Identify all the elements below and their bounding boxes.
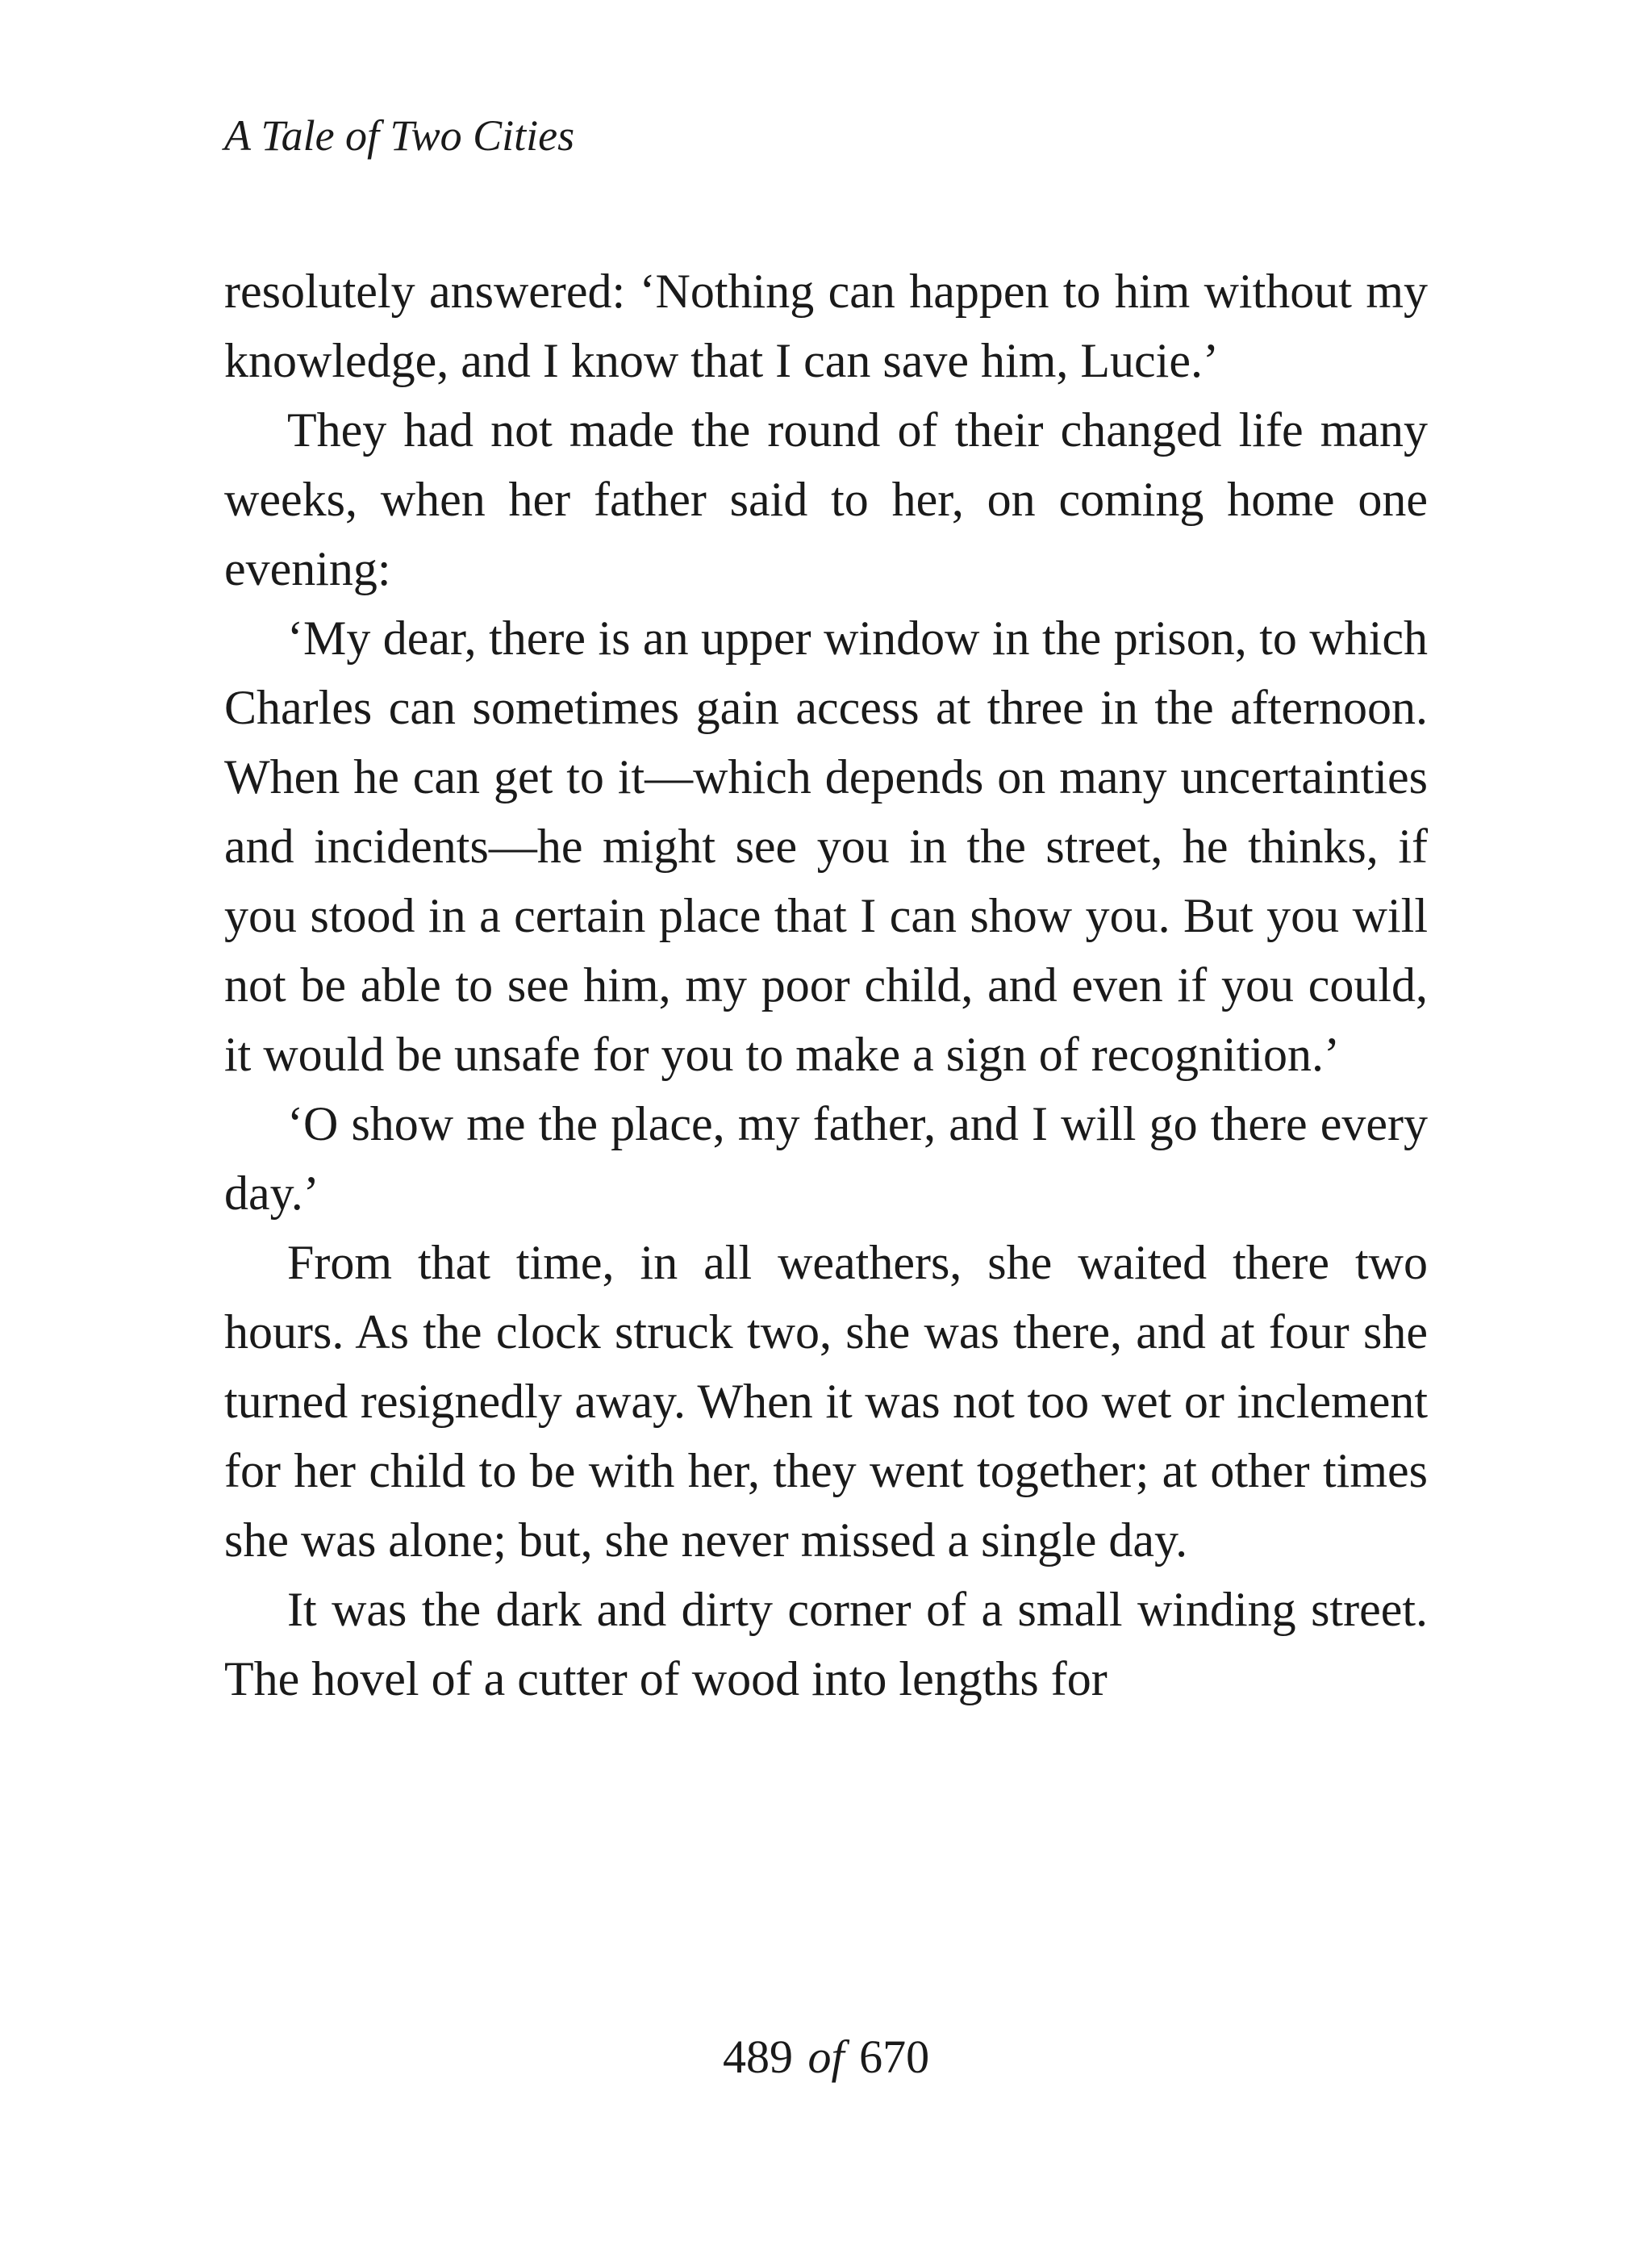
- running-title: A Tale of Two Cities: [224, 111, 575, 160]
- paragraph: It was the dark and dirty corner of a small winding street. The hovel of a cutter of wood into lengths for: [224, 1583, 1428, 1705]
- page-number-total: 670: [859, 2031, 930, 2083]
- page-number: [0, 2025, 1652, 2089]
- paragraph: ‘My dear, there is an upper window in the prison, to which Charles can sometimes gain access at three in the afternoon. When he can get to it—which depends on many uncertainties and incidents—he might see you in the street, he thinks, if you stood in a certain place that I can show you. But you will not be able to see him, my poor child, and even if you could, it would be unsafe for you to make a sign of recognition.’: [224, 612, 1428, 1081]
- paragraph: From that time, in all weathers, she waited there two hours. As the clock struck two, she was there, and at four she turned resignedly away. When it was not too wet or inclement for her child to be with her, they went together; at other times she was alone; but, she never missed a single day.: [224, 1236, 1428, 1567]
- paragraph: ‘O show me the place, my father, and I will go there every day.’: [224, 1097, 1428, 1220]
- paragraph: They had not made the round of their changed life many weeks, when her father said to her, on coming home one evening:: [224, 403, 1428, 595]
- paragraph-continuation: resolutely answered: ‘Nothing can happen to him without my knowledge, and I know that I can save him, Lucie.’: [224, 265, 1428, 387]
- page-number-of: of: [807, 2031, 845, 2083]
- page-body: [224, 257, 1428, 1713]
- page-number-current: 489: [722, 2031, 793, 2083]
